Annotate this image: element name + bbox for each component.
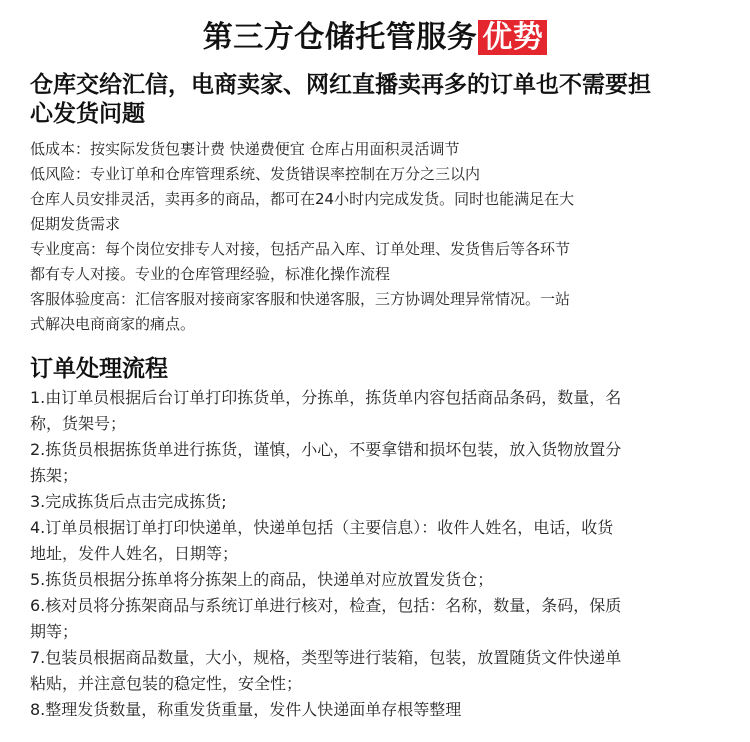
process-step-line: 称，货架号；	[30, 414, 127, 433]
process-step-line: 地址，发件人姓名，日期等；	[30, 544, 239, 563]
advantages-list	[30, 137, 730, 337]
process-heading: 订单处理流程	[30, 356, 168, 382]
process-step-line: 期等；	[30, 622, 79, 641]
intro-heading-line: 心发货问题	[30, 101, 145, 127]
advantage-line: 式解决电商商家的痛点。	[30, 315, 196, 333]
process-step-line: 8.整理发货数量，称重发货重量，发件人快递面单存根等整理	[30, 700, 462, 719]
advantage-line: 促期发货需求	[30, 215, 121, 233]
advantage-line: 低风险：专业订单和仓库管理系统、发货错误率控制在万分之三以内	[30, 165, 481, 183]
advantage-line: 专业度高：每个岗位安排专人对接，包括产品入库、订单处理、发货售后等各环节	[30, 240, 571, 258]
process-step-line: 5.拣货员根据分拣单将分拣架上的商品，快递单对应放置发货仓；	[30, 570, 494, 589]
process-step-line: 粘贴，并注意包装的稳定性，安全性；	[30, 674, 303, 693]
page-title	[0, 18, 750, 58]
process-steps-list	[30, 385, 730, 723]
title-main: 第三方仓储托管服务	[202, 20, 478, 55]
title-highlight-badge: 优势	[478, 20, 547, 55]
advantage-line: 客服体验度高：汇信客服对接商家客服和快递客服，三方协调处理异常情况。一站	[30, 290, 571, 308]
process-step-line: 拣架；	[30, 466, 79, 485]
advantage-line: 都有专人对接。专业的仓库管理经验，标准化操作流程	[30, 265, 391, 283]
advantage-line: 仓库人员安排灵活，卖再多的商品，都可在24小时内完成发货。同时也能满足在大	[30, 190, 575, 208]
process-step-line: 1.由订单员根据后台订单打印拣货单，分拣单，拣货单内容包括商品条码，数量，名	[30, 388, 622, 407]
advantage-line: 低成本：按实际发货包裹计费 快递费便宜 仓库占用面积灵活调节	[30, 140, 460, 158]
process-step-line: 2.拣货员根据拣货单进行拣货，谨慎，小心，不要拿错和损坏包装，放入货物放置分	[30, 440, 622, 459]
process-step-line: 4.订单员根据订单打印快递单，快递单包括（主要信息）：收件人姓名，电话，收货	[30, 518, 614, 537]
process-step-line: 6.核对员将分拣架商品与系统订单进行核对，检查，包括：名称，数量，条码，保质	[30, 596, 622, 615]
intro-heading-line: 仓库交给汇信，电商卖家、网红直播卖再多的订单也不需要担	[30, 72, 651, 98]
process-step-line: 7.包装员根据商品数量，大小，规格，类型等进行装箱，包装，放置随货文件快递单	[30, 648, 622, 667]
process-step-line: 3.完成拣货后点击完成拣货;	[30, 492, 227, 511]
intro-heading	[30, 71, 730, 129]
